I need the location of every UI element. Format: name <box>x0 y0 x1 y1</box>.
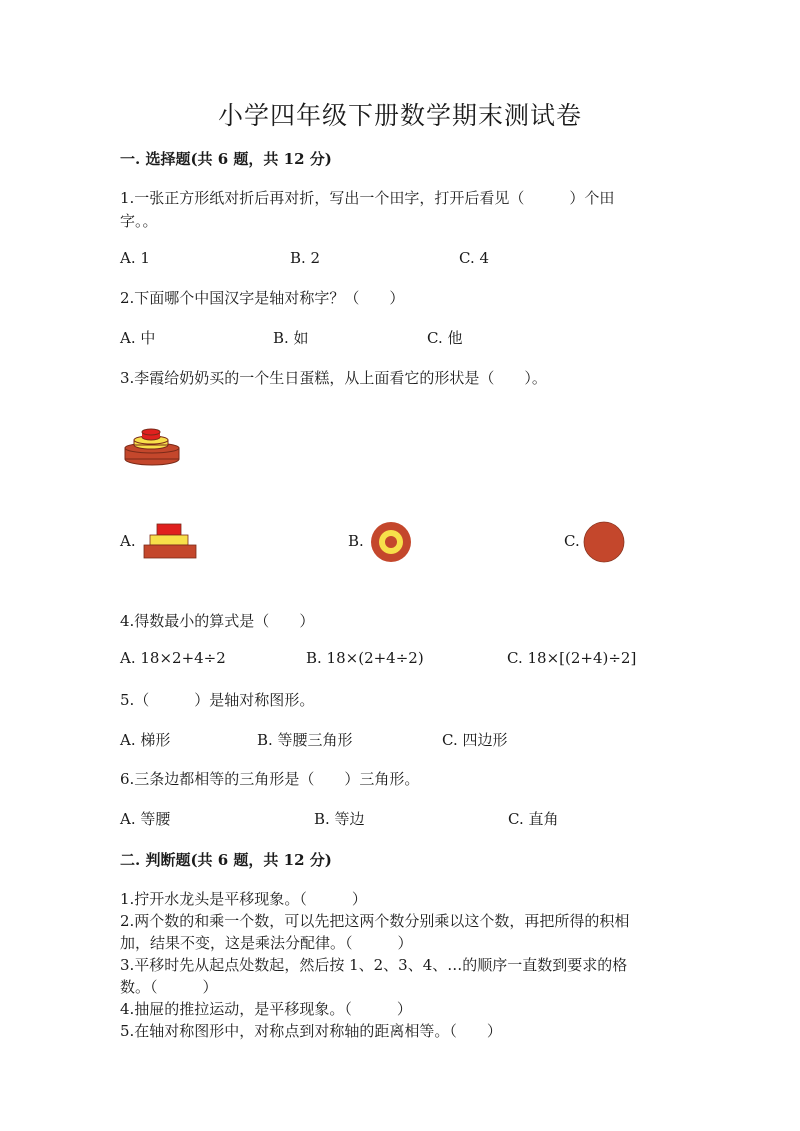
question-4-line-1: 4.得数最小的算式是（ ） <box>120 612 315 630</box>
cake-top-view-rings-image <box>369 520 413 564</box>
question-2-option-c: C. 他 <box>427 329 463 347</box>
cake-top-view-circle-image <box>582 520 626 564</box>
tf-item-2-line-2: 加，结果不变，这是乘法分配律。（ ） <box>120 934 413 952</box>
question-6-line-1: 6.三条边都相等的三角形是（ ）三角形。 <box>120 770 420 788</box>
question-5-option-a: A. 梯形 <box>120 731 171 749</box>
question-1-option-a: A. 1 <box>120 249 150 267</box>
question-2-option-a: A. 中 <box>120 329 156 347</box>
question-3-option-c: C. <box>564 532 580 550</box>
question-6-option-a: A. 等腰 <box>120 810 171 828</box>
question-6-option-b: B. 等边 <box>314 810 365 828</box>
page-title: 小学四年级下册数学期末测试卷 <box>217 101 582 130</box>
question-1-line-2: 字。。 <box>120 212 158 230</box>
question-5-option-b: B. 等腰三角形 <box>257 731 353 749</box>
question-2-option-b: B. 如 <box>273 329 309 347</box>
tf-item-3-line-2: 数。（ ） <box>120 978 218 996</box>
cake-side-view-image <box>122 428 182 468</box>
question-3-option-a: A. <box>120 532 136 550</box>
question-6-option-c: C. 直角 <box>508 810 559 828</box>
section-heading-choice: 一. 选择题(共 6 题，共 12 分) <box>120 150 332 168</box>
question-5-line-1: 5.（ ）是轴对称图形。 <box>120 691 315 709</box>
question-1-option-c: C. 4 <box>459 249 490 267</box>
tf-item-2-line-1: 2.两个数的和乘一个数，可以先把这两个数分别乘以这个数，再把所得的积相 <box>120 912 630 930</box>
tf-item-3-line-1: 3.平移时先从起点处数起，然后按 1、2、3、4、…的顺序一直数到要求的格 <box>120 956 628 974</box>
question-4-option-b: B. 18×(2+4÷2) <box>306 649 424 667</box>
tf-item-4: 4.抽屉的推拉运动，是平移现象。（ ） <box>120 1000 412 1018</box>
question-4-option-c: C. 18×[(2+4)÷2] <box>507 649 637 667</box>
question-1-option-b: B. 2 <box>290 249 321 267</box>
question-3-option-b: B. <box>348 532 364 550</box>
cake-front-view-image <box>143 522 197 560</box>
section-heading-true-false: 二. 判断题(共 6 题，共 12 分) <box>120 851 332 869</box>
question-4-option-a: A. 18×2+4÷2 <box>120 649 226 667</box>
question-3-line-1: 3.李霞给奶奶买的一个生日蛋糕，从上面看它的形状是（ ）。 <box>120 369 547 387</box>
question-1-line-1: 1.一张正方形纸对折后再对折，写出一个田字，打开后看见（ ）个田 <box>120 189 615 207</box>
question-5-option-c: C. 四边形 <box>442 731 508 749</box>
tf-item-1: 1.拧开水龙头是平移现象。（ ） <box>120 890 367 908</box>
tf-item-5: 5.在轴对称图形中，对称点到对称轴的距离相等。（ ） <box>120 1022 502 1040</box>
question-2-line-1: 2.下面哪个中国汉字是轴对称字？（ ） <box>120 289 405 307</box>
